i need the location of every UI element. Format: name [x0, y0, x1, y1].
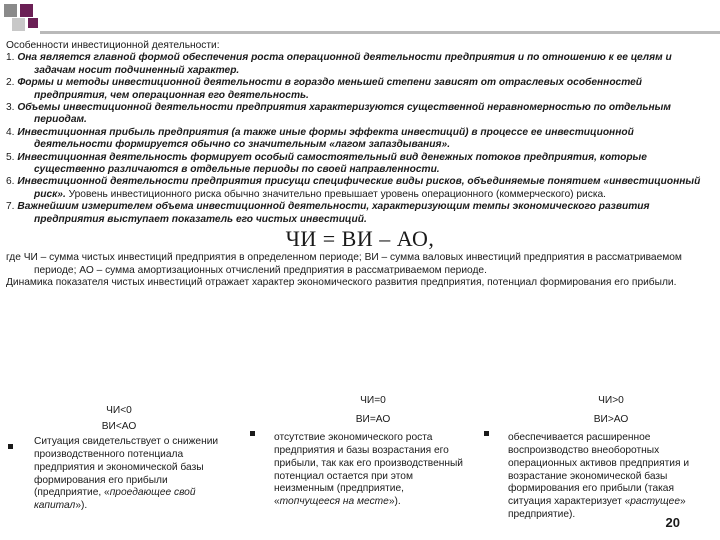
scenario-columns: [0, 395, 720, 540]
page-number: 20: [665, 515, 680, 530]
deco-line: [40, 31, 720, 34]
list-item: 5. Инвестиционная деятельность формирует особый самостоятельный вид денежных потоков предприятия, которые существенно различаются в отдельные периоды по своей направленности.: [6, 151, 647, 176]
slide-decoration: [0, 0, 720, 36]
scenario-condition: ЧИ<0: [106, 405, 132, 416]
deco-square: [20, 4, 33, 17]
bullet-icon: [484, 431, 489, 436]
scenario-condition: ВИ<АО: [101, 420, 137, 432]
scenario-condition: ЧИ=0: [360, 395, 386, 406]
list-item: 6. Инвестиционной деятельности предприятия присущи специфические виды рисков, объединяемые понятием «инвестиционный риск». Уровень инвестиционного риска обычно значительно превышает уровень операционного (коммерческого) риска.: [6, 176, 701, 200]
scenario-text: Ситуация свидетельствует о снижении производственного потенциала предприятия и экономической базы формирования его прибыли (предприятие, «проедающее свой капитал»).: [34, 436, 219, 511]
scenario-condition: ЧИ>0: [598, 395, 624, 406]
scenario-positive: [508, 395, 714, 521]
scenario-condition: ВИ=АО: [355, 413, 391, 425]
deco-square: [12, 18, 25, 31]
deco-square: [28, 18, 38, 28]
list-item: 2. Формы и методы инвестиционной деятельности в гораздо меньшей степени зависят от отраслевых особенностей предприятия, чем операционная его деятельность.: [6, 77, 643, 101]
formula-explanation: где ЧИ – сумма чистых инвестиций предприятия в определенном периоде; ВИ – сумма валовых инвестиций предприятия в рассматриваемом периоде; АО – сумма амортизационных отчислений предприятия в рассматриваемом периоде.: [6, 252, 682, 276]
list-item: 7. Важнейшим измерителем объема инвестиционной деятельности, характеризующим темпы экономического развития предприятия выступает показатель его чистых инвестиций.: [6, 201, 650, 225]
deco-square: [4, 4, 17, 17]
scenario-text: обеспечивается расширенное воспроизводство внеоборотных операционных активов предприятия и возрастание экономической базы формирования его прибыли (такая ситуация характеризует «растущее» предприятие).: [508, 432, 690, 520]
bullet-icon: [8, 444, 13, 449]
list-item: 1. Она является главной формой обеспечения роста операционной деятельности предприятия и по отношению к ее целям и задачам носит подчиненный характер.: [6, 52, 672, 76]
scenario-negative: [34, 405, 234, 513]
dynamics-text: Динамика показателя чистых инвестиций отражает характер экономического развития предприятия, потенциал формирования его прибыли.: [6, 276, 677, 288]
bullet-icon: [250, 431, 255, 436]
slide-body: [6, 40, 714, 289]
scenario-text: отсутствие экономического роста предприятия и базы возрастания его прибыли, так как его производственный потенциал остается при этом неизменным (предприятие, «топчущееся на месте»).: [274, 432, 464, 507]
list-item: 3. Объемы инвестиционной деятельности предприятия характеризуются существенной неравномерностью по отдельным периодам.: [6, 102, 671, 126]
slide-title: Особенности инвестиционной деятельности:: [6, 40, 220, 51]
formula: ЧИ = ВИ – АО,: [285, 226, 435, 252]
scenario-zero: [274, 395, 472, 509]
list-item: 4. Инвестиционная прибыль предприятия (а также иные формы эффекта инвестиций) в процессе ее инвестиционной деятельности формируется обычно со значительным «лагом запаздывания».: [6, 126, 634, 151]
scenario-condition: ВИ>АО: [593, 413, 629, 425]
